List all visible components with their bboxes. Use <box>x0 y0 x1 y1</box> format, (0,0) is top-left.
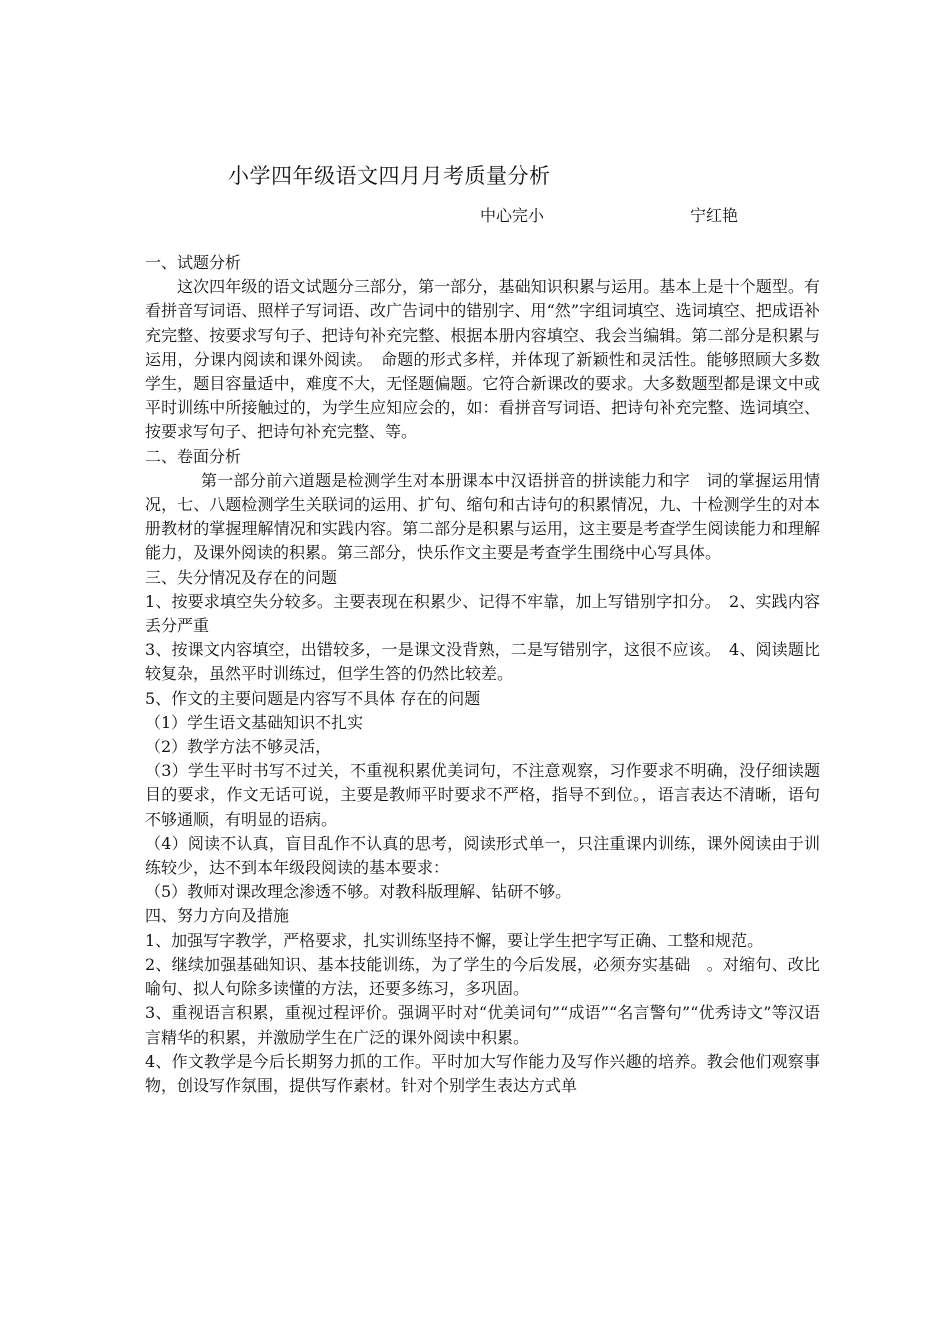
paragraph-issue-5: 5、作文的主要问题是内容写不具体 存在的问题 <box>145 688 481 708</box>
measure-item-4: 4、作文教学是今后长期努力抓的工作。平时加大写作能力及写作兴趣的培养。教会他们观察事物，创设写作氛围，提供写作素材。针对个别学生表达方式单 <box>145 1051 820 1095</box>
author-name: 宁红艳 <box>690 206 739 225</box>
measure-item-3: 3、重视语言积累，重视过程评价。强调平时对“优美词句”“成语”“名言警句”“优秀诗文”等汉语言精华的积累，并激励学生在广泛的课外阅读中积累。 <box>145 1003 820 1047</box>
section-heading-1: 一、试题分析 <box>145 253 242 272</box>
school-name: 中心完小 <box>480 206 545 225</box>
section-heading-4: 四、努力方向及措施 <box>145 906 290 926</box>
document-body <box>145 251 820 1098</box>
list-item-problem-3: （3）学生平时书写不过关，不重视积累优美词句，不注意观察，习作要求不明确，没仔细读题目的要求，作文无话可说，主要是教师平时要求不严格，指导不到位。，语言表达不清晰，语句不够通顺，有明显的语病。 <box>145 761 820 829</box>
section-heading-3: 三、失分情况及存在的问题 <box>145 567 338 587</box>
list-item-problem-2: （2）教学方法不够灵活， <box>145 737 332 757</box>
list-item-problem-4: （4）阅读不认真，盲目乱作不认真的思考，阅读形式单一，只注重课内训练，课外阅读由于训练较少，达不到本年级段阅读的基本要求： <box>145 833 820 878</box>
measure-item-2: 2、继续加强基础知识、基本技能训练，为了学生的今后发展，必须夯实基础 。对缩句、改比喻句、拟人句除多读懂的方法，还要多练习，多巩固。 <box>145 954 820 999</box>
list-item-problem-5: （5）教师对课改理念渗透不够。对教科版理解、钻研不够。 <box>145 882 572 902</box>
paragraph-issue-1: 1、按要求填空失分较多。主要表现在积累少、记得不牢靠，加上写错别字扣分。 2、实践内容丢分严重 <box>145 591 820 636</box>
measure-item-1: 1、加强写字教学，严格要求，扎实训练坚持不懈，要让学生把字写正确、工整和规范。 <box>145 930 764 950</box>
section-heading-2: 二、卷面分析 <box>145 446 242 466</box>
list-item-problem-1: （1）学生语文基础知识不扎实 <box>145 712 364 732</box>
document-title: 小学四年级语文四月月考质量分析 <box>228 164 551 188</box>
paragraph-issue-3: 3、按课文内容填空，出错较多，一是课文没背熟，二是写错别字，这很不应该。 4、阅读题比较复杂，虽然平时训练过，但学生答的仍然比较差。 <box>145 640 820 684</box>
paragraph-question-analysis: 这次四年级的语文试题分三部分，第一部分，基础知识积累与运用。基本上是十个题型。有看拼音写词语、照样子写词语、改广告词中的错别字、用“然”字组词填空、选词填空、把成语补充完整、按要求写句子、把诗句补充完整、根据本册内容填空、我会当编辑。第二部分是积累与运用，分课内阅读和课外阅读。 命题的形式多样，并体现了新颖性和灵活性。能够照顾大多数学生，题目容量适中，难度不大，无怪题偏题。它符合新课改的要求。大多数题型都是课文中或平时训练中所接触过的，为学生应知应会的，如：看拼音写词语、把诗句补充完整、选词填空、按要求写句子、把诗句补充完整、等。 <box>145 277 820 442</box>
paragraph-paper-analysis: 第一部分前六道题是检测学生对本册课本中汉语拼音的拼读能力和字 词的掌握运用情况，七、八题检测学生关联词的运用、扩句、缩句和古诗句的积累情况，九、十检测学生的对本册教材的掌握理解情况和实践内容。第二部分是积累与运用，这主要是考查学生阅读能力和理解能力，及课外阅读的积累。第三部分，快乐作文主要是考查学生围绕中心写具体。 <box>145 470 820 563</box>
